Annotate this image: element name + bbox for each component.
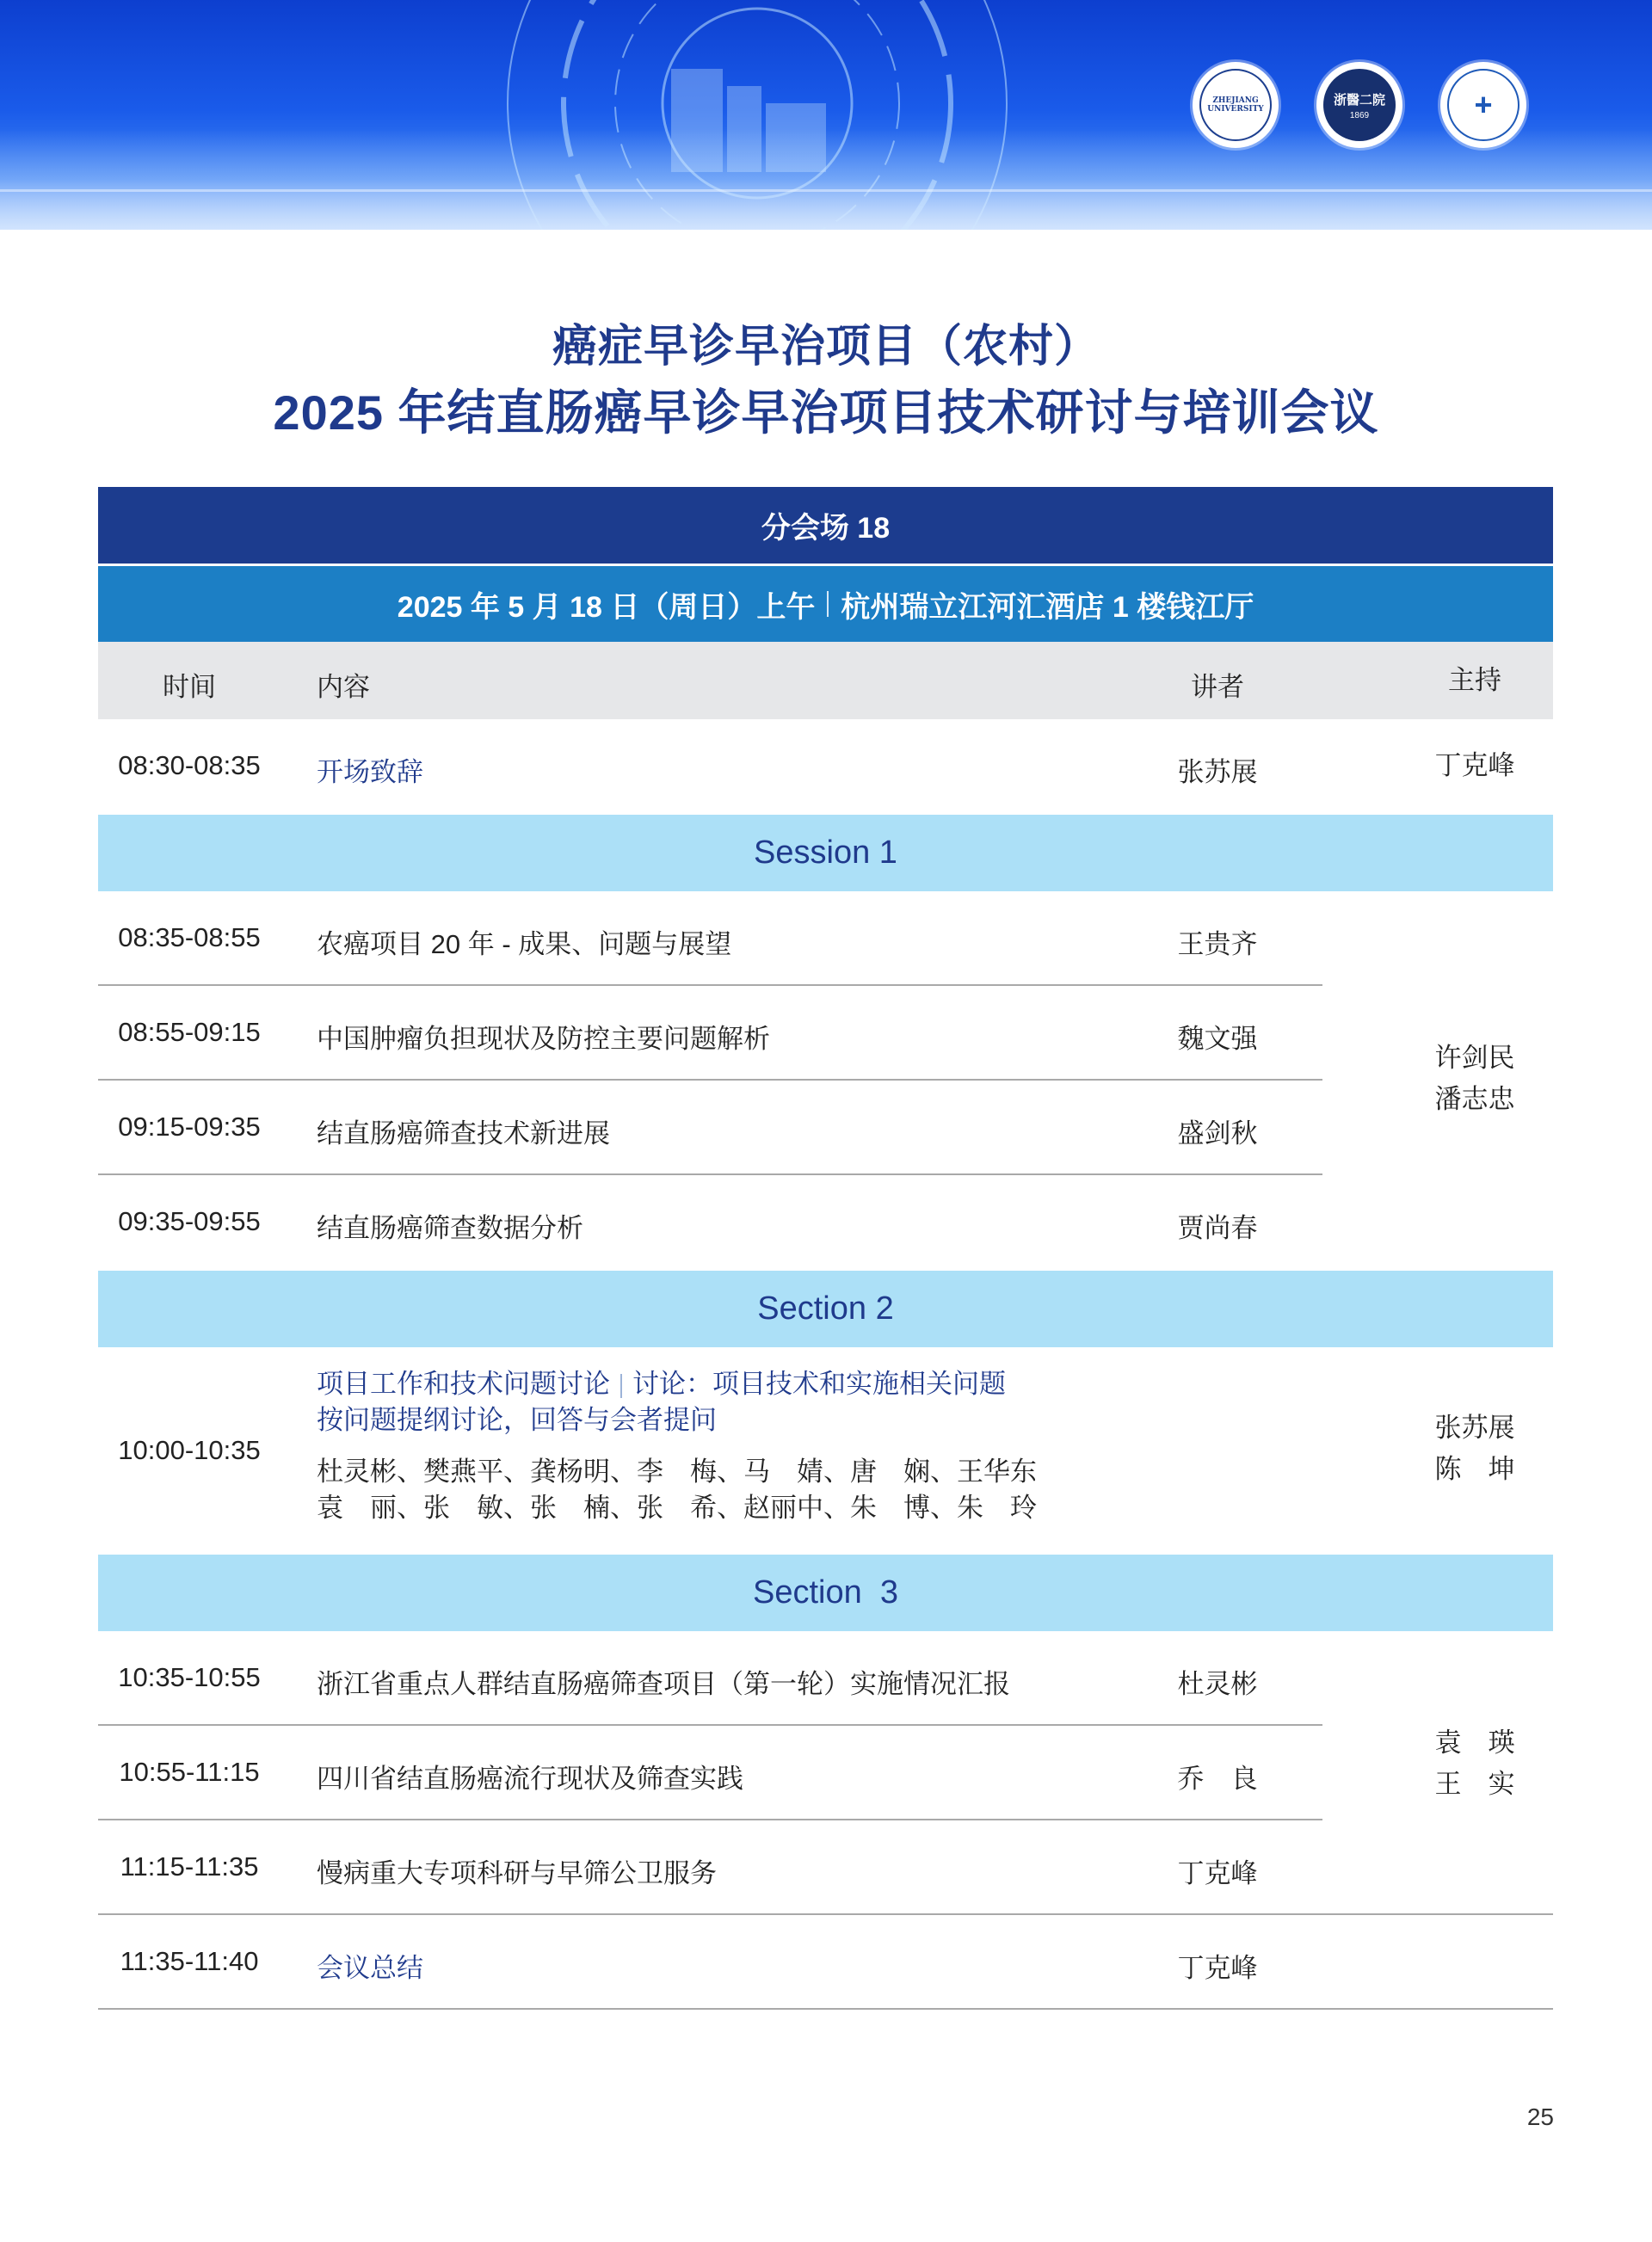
cancer-association-logo — [1440, 62, 1526, 148]
hall-header — [98, 487, 1553, 564]
session-3-block — [98, 1631, 1553, 2010]
table-row-time: 08:35-08:55 — [118, 922, 261, 952]
discussion-topic — [317, 1366, 1037, 1526]
session-1-header — [98, 815, 1553, 891]
row-speaker: 张苏展 — [1177, 757, 1258, 787]
table-row-time: 11:15-11:35 — [120, 1851, 259, 1882]
session-title: Session 1 — [754, 835, 897, 871]
host-name: 王 实 — [1434, 1769, 1515, 1799]
table-row-opening — [98, 719, 1553, 815]
table-row-speaker: 贾尚春 — [1177, 1213, 1258, 1243]
table-row-speaker: 乔 良 — [1177, 1764, 1258, 1794]
session-title: Section 3 — [753, 1574, 898, 1611]
table-row-content: 慢病重大专项科研与早筛公卫服务 — [317, 1858, 717, 1888]
row-divider — [98, 984, 1322, 986]
banner-glow — [0, 129, 1652, 230]
table-row-time: 08:55-09:15 — [118, 1017, 261, 1047]
session-1-block — [98, 891, 1553, 1271]
row-time: 08:30-08:35 — [118, 750, 261, 780]
page-number: 25 — [1526, 2103, 1554, 2130]
table-row-content: 中国肿瘤负担现状及防控主要问题解析 — [317, 1024, 770, 1054]
header-banner — [0, 0, 1652, 230]
zhejiang-second-hospital-logo — [1316, 62, 1402, 148]
table-row-time: 09:35-09:55 — [118, 1206, 261, 1236]
column-headers — [98, 642, 1553, 719]
table-row-time: 10:00-10:35 — [118, 1435, 261, 1465]
table-row-content: 结直肠癌筛查技术新进展 — [317, 1118, 610, 1149]
participants-line1: 杜灵彬、樊燕平、龚杨明、李 梅、马 婧、唐 娴、王华东 — [317, 1457, 1037, 1487]
host-name: 张苏展 — [1434, 1413, 1515, 1443]
row-content: 开场致辞 — [317, 757, 423, 787]
logo-text: 浙醫二院 — [1333, 92, 1385, 108]
row-divider — [98, 1173, 1322, 1175]
zhejiang-university-logo — [1193, 62, 1279, 148]
header-content: 内容 — [317, 672, 370, 702]
cross-icon: + — [1474, 87, 1493, 122]
page-title-line2: 2025 年结直肠癌早诊早治项目技术研讨与培训会议 — [273, 385, 1379, 440]
page-title-line1: 癌症早诊早治项目（农村） — [552, 322, 1100, 372]
host-name: 潘志忠 — [1434, 1084, 1515, 1114]
session-3-header — [98, 1555, 1553, 1631]
table-row-content: 结直肠癌筛查数据分析 — [317, 1213, 583, 1243]
session-1-host — [1389, 1038, 1561, 1120]
topic-b: 讨论：项目技术和实施相关问题 — [632, 1369, 1006, 1399]
header-host: 主持 — [1448, 665, 1501, 695]
hall-label: 分会场 18 — [761, 512, 891, 545]
row-divider — [98, 1079, 1322, 1081]
table-row-time: 10:35-10:55 — [118, 1662, 261, 1692]
session-2-host — [1389, 1407, 1561, 1490]
session-3-host — [1389, 1722, 1561, 1805]
table-row-content: 农癌项目 20 年 - 成果、问题与展望 — [317, 929, 732, 959]
row-divider — [98, 1913, 1553, 1915]
table-row-speaker: 杜灵彬 — [1177, 1669, 1258, 1699]
separator — [620, 1374, 622, 1398]
date-label: 2025 年 5 月 18 日（周日）上午 — [397, 590, 816, 624]
topic-a: 项目工作和技术问题讨论 — [317, 1369, 610, 1399]
logo-text: ZHEJIANG UNIVERSITY — [1207, 96, 1264, 114]
table-row-time: 10:55-11:15 — [119, 1757, 260, 1787]
date-venue-header — [98, 566, 1553, 642]
table-row-time: 09:15-09:35 — [118, 1112, 261, 1142]
host-name: 许剑民 — [1434, 1043, 1515, 1073]
table-row-speaker: 王贵齐 — [1177, 929, 1258, 959]
table-row-content: 四川省结直肠癌流行现状及筛查实践 — [317, 1764, 743, 1794]
table-row-speaker: 魏文强 — [1177, 1024, 1258, 1054]
session-2-block — [98, 1347, 1553, 1555]
row-divider — [98, 1724, 1322, 1726]
table-row-time: 11:35-11:40 — [120, 1946, 259, 1976]
logo-year: 1869 — [1349, 110, 1370, 120]
table-row-content: 浙江省重点人群结直肠癌筛查项目（第一轮）实施情况汇报 — [317, 1669, 1010, 1699]
header-speaker: 讲者 — [1191, 672, 1244, 702]
row-host: 丁克峰 — [1434, 750, 1515, 780]
participants-line2: 袁 丽、张 敏、张 楠、张 希、赵丽中、朱 博、朱 玲 — [317, 1493, 1037, 1523]
host-name: 陈 坤 — [1434, 1454, 1515, 1484]
host-name: 袁 瑛 — [1434, 1728, 1515, 1758]
topic-c: 按问题提纲讨论，回答与会者提问 — [317, 1405, 717, 1435]
table-row-speaker: 丁克峰 — [1177, 1858, 1258, 1888]
venue-label: 杭州瑞立江河汇酒店 1 楼钱江厅 — [841, 590, 1254, 624]
row-divider — [98, 1819, 1322, 1820]
separator — [827, 591, 829, 617]
table-row-content: 会议总结 — [317, 1953, 423, 1983]
header-time: 时间 — [163, 672, 216, 702]
table-bottom-border — [98, 2008, 1553, 2010]
table-row-speaker: 盛剑秋 — [1177, 1118, 1258, 1149]
session-title: Section 2 — [757, 1290, 894, 1327]
session-2-header — [98, 1271, 1553, 1347]
schedule-table — [98, 487, 1553, 2010]
table-row-speaker: 丁克峰 — [1177, 1953, 1258, 1983]
